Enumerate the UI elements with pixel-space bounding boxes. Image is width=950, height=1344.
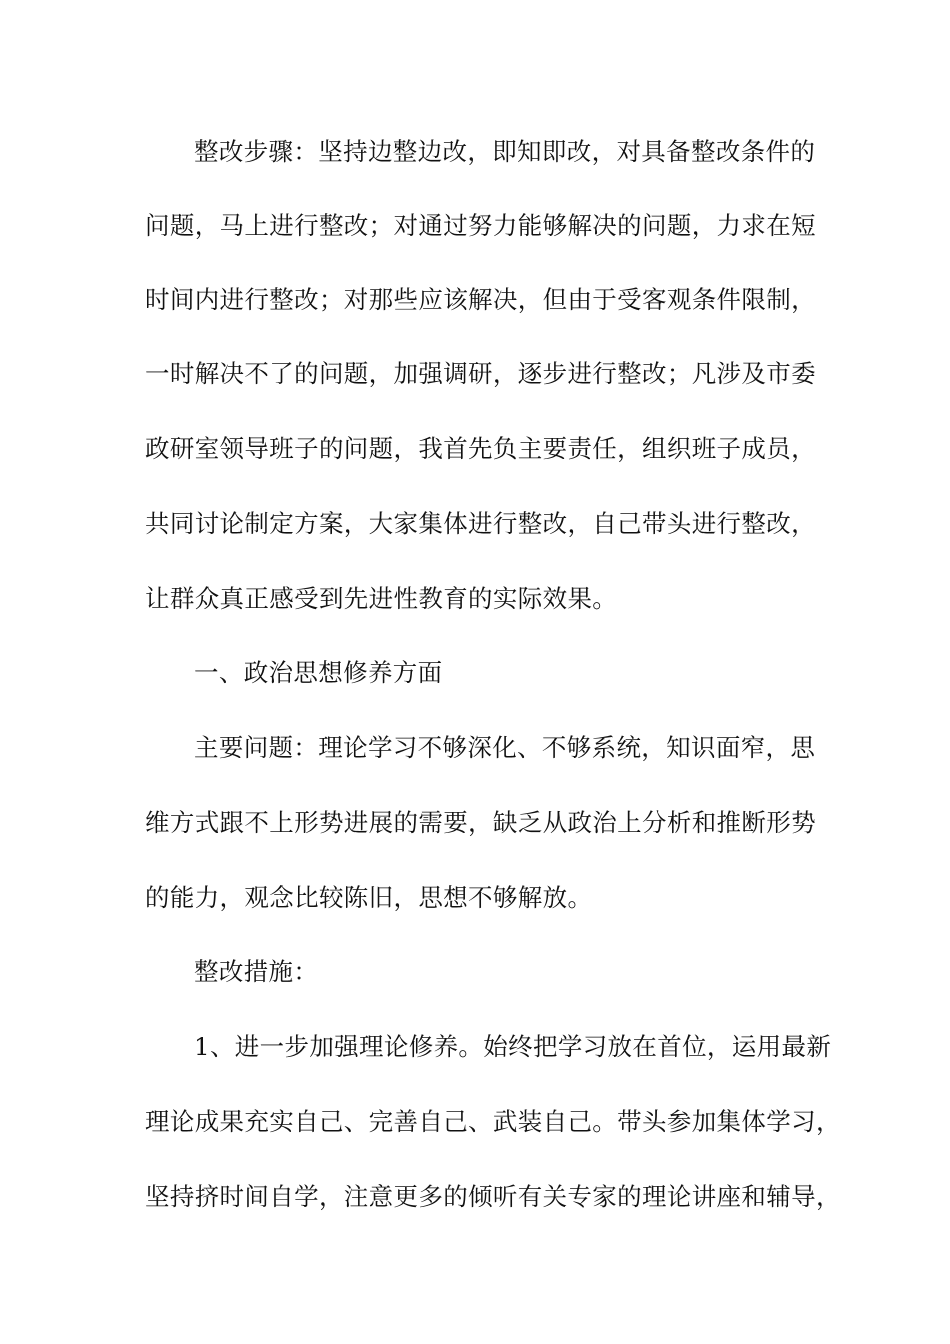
- paragraph-line: 时间内进行整改；对那些应该解决，但由于受客观条件限制，: [145, 285, 816, 314]
- paragraph-line: 的能力，观念比较陈旧，思想不够解放。: [145, 883, 593, 912]
- paragraph-line: 共同讨论制定方案，大家集体进行整改，自己带头进行整改，: [145, 509, 816, 538]
- paragraph-line: 维方式跟不上形势进展的需要，缺乏从政治上分析和推断形势: [145, 808, 816, 837]
- section-heading: 一、政治思想修养方面: [194, 658, 443, 687]
- paragraph-line: 理论成果充实自己、完善自己、武装自己。带头参加集体学习，: [145, 1107, 841, 1136]
- paragraph-line: 让群众真正感受到先进性教育的实际效果。: [145, 584, 618, 613]
- paragraph-line: 问题，马上进行整改；对通过努力能够解决的问题，力求在短: [145, 211, 816, 240]
- paragraph-line: 一时解决不了的问题，加强调研，逐步进行整改；凡涉及市委: [145, 359, 816, 388]
- subheading-line: 整改措施：: [194, 957, 319, 986]
- paragraph-line: 1、进一步加强理论修养。始终把学习放在首位，运用最新: [194, 1032, 832, 1061]
- paragraph-line: 主要问题：理论学习不够深化、不够系统，知识面窄，思: [194, 733, 816, 762]
- paragraph-line: 政研室领导班子的问题，我首先负主要责任，组织班子成员，: [145, 434, 816, 463]
- paragraph-line: 坚持挤时间自学，注意更多的倾听有关专家的理论讲座和辅导，: [145, 1182, 841, 1211]
- paragraph-line: 整改步骤：坚持边整边改，即知即改，对具备整改条件的: [194, 137, 816, 166]
